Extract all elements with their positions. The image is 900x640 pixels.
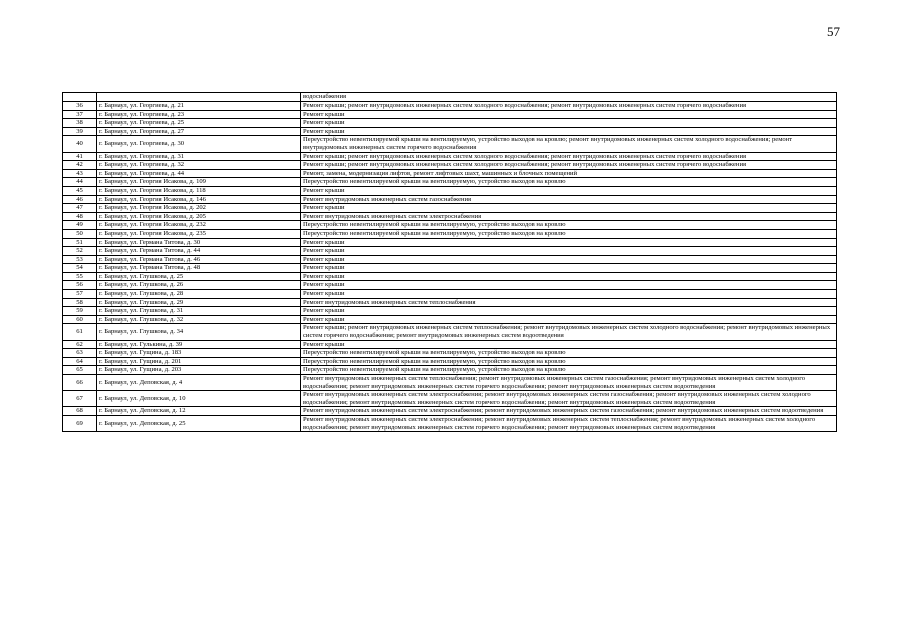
works-cell: Ремонт внутридомовых инженерных систем теплоснабжения: [301, 298, 837, 307]
table-row: [63, 169, 837, 178]
continuation-num-cell: [63, 93, 97, 102]
address-cell: г. Барнаул, ул. Германа Титова, д. 48: [97, 264, 301, 273]
works-cell: Ремонт крыши: [301, 110, 837, 119]
address-cell: г. Барнаул, ул. Глушкова, д. 26: [97, 281, 301, 290]
row-number-cell: 61: [63, 324, 97, 340]
row-number-cell: 66: [63, 375, 97, 391]
works-cell: Ремонт внутридомовых инженерных систем электроснабжения: [301, 212, 837, 221]
works-cell: Переустройство невентилируемой крыши на вентилируемую, устройство выходов на кровлю: [301, 221, 837, 230]
row-number-cell: 46: [63, 195, 97, 204]
table-row: [63, 152, 837, 161]
table-row: [63, 229, 837, 238]
table-row: [63, 212, 837, 221]
row-number-cell: 57: [63, 290, 97, 299]
table-row: [63, 255, 837, 264]
works-cell: Ремонт внутридомовых инженерных систем газоснабжения: [301, 195, 837, 204]
address-cell: г. Барнаул, ул. Германа Титова, д. 46: [97, 255, 301, 264]
row-number-cell: 44: [63, 178, 97, 187]
works-cell: Ремонт крыши: [301, 119, 837, 128]
row-number-cell: 37: [63, 110, 97, 119]
row-number-cell: 54: [63, 264, 97, 273]
table-row: [63, 366, 837, 375]
works-cell: Ремонт крыши: [301, 315, 837, 324]
address-cell: г. Барнаул, ул. Деповская, д. 4: [97, 375, 301, 391]
works-cell: Ремонт крыши; ремонт внутридомовых инженерных систем холодного водоснабжения; ремонт внутридомовых инженерных систем горячего водоснабжения: [301, 102, 837, 111]
row-number-cell: 48: [63, 212, 97, 221]
address-cell: г. Барнаул, ул. Георгия Исакова, д. 235: [97, 229, 301, 238]
table-row: [63, 307, 837, 316]
works-cell: Ремонт крыши: [301, 281, 837, 290]
row-number-cell: 53: [63, 255, 97, 264]
continuation-address-cell: [97, 93, 301, 102]
table-row: [63, 340, 837, 349]
address-cell: г. Барнаул, ул. Деповская, д. 25: [97, 415, 301, 431]
row-number-cell: 38: [63, 119, 97, 128]
row-number-cell: 56: [63, 281, 97, 290]
continuation-works-cell: водоснабжения: [301, 93, 837, 102]
row-number-cell: 65: [63, 366, 97, 375]
row-number-cell: 62: [63, 340, 97, 349]
table-row: [63, 407, 837, 416]
table-row: [63, 415, 837, 431]
table-row: [63, 247, 837, 256]
table-row: [63, 119, 837, 128]
address-cell: г. Барнаул, ул. Георгия Исакова, д. 146: [97, 195, 301, 204]
row-number-cell: 36: [63, 102, 97, 111]
repair-works-table: [62, 92, 837, 432]
works-cell: Ремонт крыши: [301, 264, 837, 273]
table-row: [63, 357, 837, 366]
table-row: [63, 349, 837, 358]
table-row: [63, 195, 837, 204]
works-cell: Переустройство невентилируемой крыши на вентилируемую, устройство выходов на кровлю: [301, 349, 837, 358]
row-number-cell: 64: [63, 357, 97, 366]
table-body: [63, 93, 837, 432]
address-cell: г. Барнаул, ул. Гущина, д. 203: [97, 366, 301, 375]
row-number-cell: 60: [63, 315, 97, 324]
table-row: [63, 290, 837, 299]
table-row: [63, 161, 837, 170]
works-cell: Ремонт крыши: [301, 127, 837, 136]
address-cell: г. Барнаул, ул. Германа Титова, д. 44: [97, 247, 301, 256]
table-row: [63, 110, 837, 119]
works-cell: Переустройство невентилируемой крыши на вентилируемую, устройство выходов на кровлю; ремонт внутридомовых инженерных систем холодного водоснабжения; ремонт внутридомовых инженерных систем горячего водоснабжения: [301, 136, 837, 152]
table-row: [63, 102, 837, 111]
table-row: [63, 375, 837, 391]
row-number-cell: 49: [63, 221, 97, 230]
address-cell: г. Барнаул, ул. Глушкова, д. 31: [97, 307, 301, 316]
works-cell: Ремонт крыши: [301, 255, 837, 264]
works-cell: Переустройство невентилируемой крыши на вентилируемую, устройство выходов на кровлю: [301, 366, 837, 375]
address-cell: г. Барнаул, ул. Глушкова, д. 32: [97, 315, 301, 324]
address-cell: г. Барнаул, ул. Георгия Исакова, д. 202: [97, 204, 301, 213]
address-cell: г. Барнаул, ул. Глушкова, д. 29: [97, 298, 301, 307]
table-row: [63, 391, 837, 407]
address-cell: г. Барнаул, ул. Германа Титова, д. 30: [97, 238, 301, 247]
works-cell: Ремонт крыши: [301, 186, 837, 195]
address-cell: г. Барнаул, ул. Глушкова, д. 25: [97, 272, 301, 281]
table-row: [63, 264, 837, 273]
address-cell: г. Барнаул, ул. Георгиева, д. 27: [97, 127, 301, 136]
works-cell: Ремонт крыши; ремонт внутридомовых инженерных систем холодного водоснабжения; ремонт внутридомовых инженерных систем горячего водоснабжения: [301, 161, 837, 170]
works-cell: Переустройство невентилируемой крыши на вентилируемую, устройство выходов на кровлю: [301, 357, 837, 366]
address-cell: г. Барнаул, ул. Георгиева, д. 32: [97, 161, 301, 170]
works-cell: Ремонт внутридомовых инженерных систем электроснабжения; ремонт внутридомовых инженерных систем газоснабжения; ремонт внутридомовых инженерных систем холодного водоснабжения; ремонт внутридомовых инженерных систем горячего водоснабжения; ремонт внутридомовых инженерных систем водоотведения: [301, 391, 837, 407]
row-number-cell: 41: [63, 152, 97, 161]
table-row: [63, 298, 837, 307]
works-cell: Ремонт, замена, модернизация лифтов, ремонт лифтовых шахт, машинных и блочных помещений: [301, 169, 837, 178]
table-row: [63, 178, 837, 187]
address-cell: г. Барнаул, ул. Гулькина, д. 39: [97, 340, 301, 349]
table-row: [63, 238, 837, 247]
works-cell: Ремонт крыши: [301, 204, 837, 213]
address-cell: г. Барнаул, ул. Глушкова, д. 28: [97, 290, 301, 299]
table-row: [63, 281, 837, 290]
row-number-cell: 67: [63, 391, 97, 407]
table-row: [63, 127, 837, 136]
works-cell: Ремонт крыши: [301, 247, 837, 256]
table-row: [63, 221, 837, 230]
row-number-cell: 58: [63, 298, 97, 307]
row-number-cell: 59: [63, 307, 97, 316]
works-cell: Ремонт крыши; ремонт внутридомовых инженерных систем теплоснабжения; ремонт внутридомовых инженерных систем холодного водоснабжения; ремонт внутридомовых инженерных систем горячего водоснабжения; ремонт внутридомовых инженерных систем водоотведения: [301, 324, 837, 340]
page-number: 57: [827, 24, 840, 39]
works-cell: Ремонт крыши: [301, 340, 837, 349]
row-number-cell: 43: [63, 169, 97, 178]
address-cell: г. Барнаул, ул. Георгия Исакова, д. 205: [97, 212, 301, 221]
row-number-cell: 50: [63, 229, 97, 238]
row-number-cell: 55: [63, 272, 97, 281]
address-cell: г. Барнаул, ул. Гущина, д. 183: [97, 349, 301, 358]
address-cell: г. Барнаул, ул. Глушкова, д. 34: [97, 324, 301, 340]
address-cell: г. Барнаул, ул. Георгия Исакова, д. 118: [97, 186, 301, 195]
table-row: [63, 204, 837, 213]
row-number-cell: 39: [63, 127, 97, 136]
address-cell: г. Барнаул, ул. Георгиева, д. 23: [97, 110, 301, 119]
address-cell: г. Барнаул, ул. Георгиева, д. 25: [97, 119, 301, 128]
address-cell: г. Барнаул, ул. Георгия Исакова, д. 232: [97, 221, 301, 230]
row-number-cell: 45: [63, 186, 97, 195]
works-cell: Ремонт крыши: [301, 272, 837, 281]
address-cell: г. Барнаул, ул. Георгиева, д. 21: [97, 102, 301, 111]
address-cell: г. Барнаул, ул. Гущина, д. 201: [97, 357, 301, 366]
address-cell: г. Барнаул, ул. Георгиева, д. 44: [97, 169, 301, 178]
continuation-row: [63, 93, 837, 102]
row-number-cell: 52: [63, 247, 97, 256]
address-cell: г. Барнаул, ул. Деповская, д. 10: [97, 391, 301, 407]
address-cell: г. Барнаул, ул. Георгиева, д. 31: [97, 152, 301, 161]
row-number-cell: 68: [63, 407, 97, 416]
works-cell: Ремонт внутридомовых инженерных систем электроснабжения; ремонт внутридомовых инженерных систем газоснабжения; ремонт внутридомовых инженерных систем водоотведения: [301, 407, 837, 416]
table-row: [63, 315, 837, 324]
row-number-cell: 42: [63, 161, 97, 170]
row-number-cell: 69: [63, 415, 97, 431]
works-cell: Ремонт крыши: [301, 238, 837, 247]
works-cell: Ремонт крыши; ремонт внутридомовых инженерных систем холодного водоснабжения; ремонт внутридомовых инженерных систем горячего водоснабжения: [301, 152, 837, 161]
works-cell: Ремонт крыши: [301, 307, 837, 316]
table-row: [63, 272, 837, 281]
address-cell: г. Барнаул, ул. Георгиева, д. 30: [97, 136, 301, 152]
works-cell: Переустройство невентилируемой крыши на вентилируемую, устройство выходов на кровлю: [301, 178, 837, 187]
row-number-cell: 40: [63, 136, 97, 152]
works-cell: Переустройство невентилируемой крыши на вентилируемую, устройство выходов на кровлю: [301, 229, 837, 238]
row-number-cell: 63: [63, 349, 97, 358]
works-cell: Ремонт крыши: [301, 290, 837, 299]
table-row: [63, 136, 837, 152]
row-number-cell: 47: [63, 204, 97, 213]
works-cell: Ремонт внутридомовых инженерных систем теплоснабжения; ремонт внутридомовых инженерных систем газоснабжения; ремонт внутридомовых инженерных систем холодного водоснабжения; ремонт внутридомовых инженерных систем горячего водоснабжения; ремонт внутридомовых инженерных систем водоотведения: [301, 375, 837, 391]
address-cell: г. Барнаул, ул. Деповская, д. 12: [97, 407, 301, 416]
table-row: [63, 186, 837, 195]
works-cell: Ремонт внутридомовых инженерных систем электроснабжения; ремонт внутридомовых инженерных систем теплоснабжения; ремонт внутридомовых инженерных систем холодного водоснабжения; ремонт внутридомовых инженерных систем горячего водоснабжения; ремонт внутридомовых инженерных систем водоотведения: [301, 415, 837, 431]
address-cell: г. Барнаул, ул. Георгия Исакова, д. 109: [97, 178, 301, 187]
row-number-cell: 51: [63, 238, 97, 247]
table-row: [63, 324, 837, 340]
